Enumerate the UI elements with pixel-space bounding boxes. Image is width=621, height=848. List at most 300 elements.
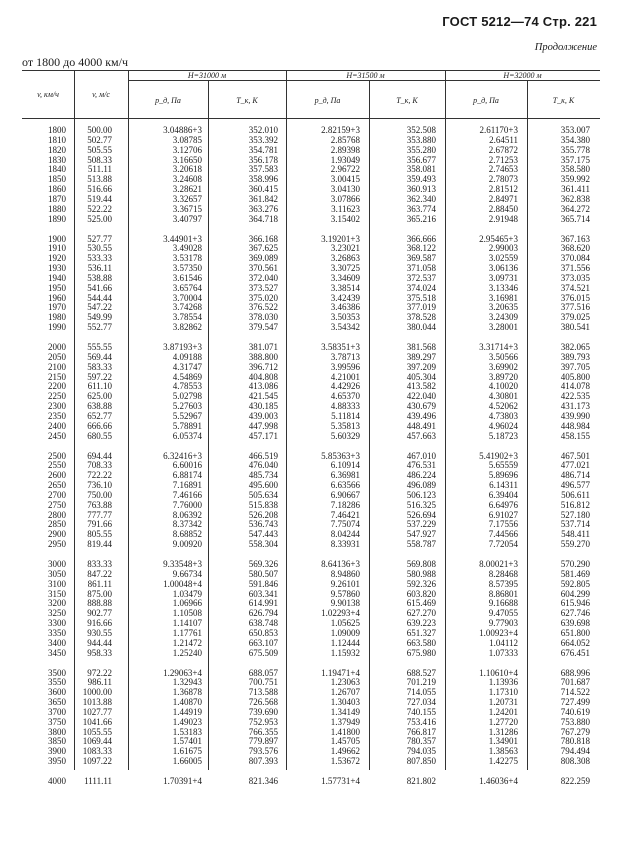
- table-cell: 8.57395: [488, 578, 518, 589]
- table-cell: 1.05625: [330, 618, 360, 629]
- table-cell: 6.05374: [172, 430, 202, 441]
- data-table: [22, 70, 600, 786]
- table-cell: 604.299: [560, 588, 590, 599]
- table-cell: 2.85768: [330, 134, 360, 145]
- table-cell: 525.00: [87, 213, 112, 224]
- page-header: ГОСТ 5212—74 Стр. 221: [442, 14, 597, 29]
- table-cell: 508.33: [87, 154, 112, 165]
- table-cell: 793.576: [248, 746, 278, 757]
- table-cell: 378.528: [406, 312, 436, 323]
- table-cell: 1.42275: [488, 756, 518, 767]
- speed-range-label: от 1800 до 4000 км/ч: [22, 55, 128, 69]
- table-cell: 592.805: [560, 578, 590, 589]
- table-cell: 380.044: [406, 322, 436, 333]
- table-cell: 847.22: [87, 568, 112, 579]
- table-cell: 547.443: [248, 529, 278, 540]
- table-cell: 2950: [48, 539, 66, 550]
- table-cell: 5.18723: [488, 430, 518, 441]
- table-cell: 448.984: [560, 420, 590, 431]
- table-cell: 3.58351+3: [321, 342, 360, 352]
- table-cell: 821.346: [248, 776, 278, 786]
- table-cell: 592.326: [406, 578, 436, 589]
- table-cell: 1890: [48, 213, 66, 224]
- table-cell: 680.55: [87, 430, 112, 441]
- table-cell: 1.46036+4: [479, 776, 518, 786]
- table-cell: 486.224: [406, 470, 436, 481]
- table-cell: 361.842: [248, 193, 278, 204]
- table-cell: 6.36981: [330, 470, 360, 481]
- table-cell: 3.11623: [331, 203, 360, 214]
- table-cell: 547.22: [87, 302, 112, 313]
- table-cell: 701.687: [560, 677, 590, 688]
- table-cell: 1810: [48, 134, 66, 145]
- table-cell: 639.223: [406, 618, 436, 629]
- table-cell: 354.781: [248, 144, 278, 155]
- table-cell: 753.416: [406, 716, 436, 727]
- table-cell: 2.67872: [488, 144, 518, 155]
- col-divider: [208, 80, 209, 770]
- table-cell: 3.65764: [172, 282, 202, 293]
- table-cell: 500.00: [87, 125, 112, 135]
- table-cell: 5.11814: [331, 410, 360, 421]
- table-cell: 352.010: [248, 125, 278, 135]
- table-cell: 916.66: [87, 618, 112, 629]
- table-cell: 8.00021+3: [479, 559, 518, 569]
- table-cell: 353.007: [560, 125, 590, 135]
- group-header-rule: [128, 80, 600, 81]
- table-cell: 1069.44: [82, 736, 112, 747]
- table-cell: 5.52967: [172, 410, 202, 421]
- table-cell: 439.990: [560, 410, 590, 421]
- table-cell: 6.39404: [488, 489, 518, 500]
- table-cell: 1.09009: [330, 627, 360, 638]
- table-cell: 6.10914: [330, 460, 360, 471]
- table-cell: 2.84971: [488, 193, 518, 204]
- table-cell: 3.87193+3: [163, 342, 202, 352]
- table-cell: 763.88: [87, 499, 112, 510]
- table-cell: 780.818: [560, 736, 590, 747]
- table-cell: 548.411: [561, 529, 590, 540]
- table-cell: 8.04244: [330, 529, 360, 540]
- table-cell: 2.99003: [488, 243, 518, 254]
- table-cell: 6.63566: [330, 480, 360, 491]
- table-cell: 3150: [48, 588, 66, 599]
- table-cell: 1111.11: [84, 776, 112, 786]
- table-cell: 4.65370: [330, 391, 360, 402]
- table-cell: 4.42926: [330, 381, 360, 392]
- table-cell: 651.327: [406, 627, 436, 638]
- table-cell: 3100: [48, 578, 66, 589]
- table-cell: 3350: [48, 627, 66, 638]
- table-cell: 1.26707: [330, 687, 360, 698]
- table-cell: 2.82159+3: [321, 125, 360, 135]
- table-cell: 2250: [48, 391, 66, 402]
- table-cell: 688.057: [248, 667, 278, 678]
- table-cell: 3.00415: [330, 174, 360, 185]
- table-cell: 6.90667: [330, 489, 360, 500]
- table-cell: 1820: [48, 144, 66, 155]
- table-cell: 944.44: [87, 637, 112, 648]
- table-cell: 2300: [48, 401, 66, 412]
- table-cell: 1950: [48, 282, 66, 293]
- table-cell: 1027.77: [82, 706, 112, 717]
- table-cell: 5.02798: [172, 391, 202, 402]
- table-cell: 467.010: [406, 450, 436, 461]
- table-cell: 3.23021: [330, 243, 360, 254]
- table-cell: 902.77: [87, 608, 112, 619]
- table-cell: 369.587: [406, 253, 436, 264]
- table-cell: 9.26101: [330, 578, 360, 589]
- table-cell: 615.946: [560, 598, 590, 609]
- table-cell: 580.507: [248, 568, 278, 579]
- table-cell: 958.33: [87, 647, 112, 658]
- table-cell: 2.64511: [489, 134, 518, 145]
- table-cell: 627.746: [560, 608, 590, 619]
- table-cell: 779.897: [248, 736, 278, 747]
- table-cell: 363.276: [248, 203, 278, 214]
- table-cell: 1.17761: [172, 627, 202, 638]
- table-cell: 1.41800: [330, 726, 360, 737]
- table-cell: 1.34149: [330, 706, 360, 717]
- table-cell: 2900: [48, 529, 66, 540]
- table-cell: 544.44: [87, 292, 112, 303]
- table-cell: 727.499: [560, 697, 590, 708]
- col-divider: [128, 70, 129, 770]
- table-cell: 396.712: [248, 361, 278, 372]
- table-cell: 537.229: [406, 519, 436, 530]
- table-cell: 372.537: [406, 272, 436, 283]
- table-cell: 422.535: [560, 391, 590, 402]
- table-cell: 750.00: [87, 489, 112, 500]
- table-cell: 752.953: [248, 716, 278, 727]
- table-cell: 2.81512: [488, 184, 518, 195]
- table-cell: 3.69902: [488, 361, 518, 372]
- table-cell: 740.619: [560, 706, 590, 717]
- table-cell: 766.817: [406, 726, 436, 737]
- table-cell: 3.30725: [330, 263, 360, 274]
- table-cell: 356.677: [406, 154, 436, 165]
- table-cell: 3.57350: [172, 263, 202, 274]
- table-cell: 3.12706: [172, 144, 202, 155]
- table-cell: 2.91948: [488, 213, 518, 224]
- table-cell: 359.493: [406, 174, 436, 185]
- table-cell: 1.21472: [172, 637, 202, 648]
- table-cell: 538.88: [87, 272, 112, 283]
- table-cell: 3.31714+3: [479, 342, 518, 352]
- table-cell: 1940: [48, 272, 66, 283]
- table-cell: 3850: [48, 736, 66, 747]
- table-cell: 3.50353: [330, 312, 360, 323]
- table-cell: 3950: [48, 756, 66, 767]
- table-cell: 516.66: [87, 184, 112, 195]
- table-cell: 364.718: [248, 213, 278, 224]
- table-cell: 506.123: [406, 489, 436, 500]
- table-cell: 1.24201: [488, 706, 518, 717]
- table-cell: 365.714: [560, 213, 590, 224]
- table-cell: 1910: [48, 243, 66, 254]
- table-cell: 3.50566: [488, 351, 518, 362]
- table-cell: 1.00048+4: [163, 578, 202, 589]
- table-cell: 1.49023: [172, 716, 202, 727]
- table-cell: 713.588: [248, 687, 278, 698]
- table-cell: 1930: [48, 263, 66, 274]
- table-cell: 1.57731+4: [321, 776, 360, 786]
- table-cell: 511.11: [87, 164, 112, 175]
- table-cell: 360.415: [248, 184, 278, 195]
- table-cell: 833.33: [87, 559, 112, 569]
- table-cell: 3400: [48, 637, 66, 648]
- table-cell: 377.019: [406, 302, 436, 313]
- table-cell: 377.516: [560, 302, 590, 313]
- table-cell: 364.272: [560, 203, 590, 214]
- table-cell: 358.081: [406, 164, 436, 175]
- table-cell: 1.66005: [172, 756, 202, 767]
- table-cell: 8.64136+3: [321, 559, 360, 569]
- table-cell: 5.60329: [330, 430, 360, 441]
- table-cell: 7.44566: [488, 529, 518, 540]
- table-cell: 430.185: [248, 401, 278, 412]
- table-cell: 477.021: [560, 460, 590, 471]
- table-cell: 372.040: [248, 272, 278, 283]
- table-cell: 1.32943: [172, 677, 202, 688]
- table-cell: 516.812: [560, 499, 590, 510]
- table-cell: 397.209: [406, 361, 436, 372]
- table-cell: 2500: [48, 450, 66, 461]
- table-cell: 3250: [48, 608, 66, 619]
- table-cell: 1920: [48, 253, 66, 264]
- table-cell: 1.02293+4: [321, 608, 360, 619]
- table-cell: 1.19471+4: [321, 667, 360, 678]
- table-cell: 356.178: [248, 154, 278, 165]
- table-cell: 355.778: [560, 144, 590, 155]
- table-cell: 611.10: [87, 381, 112, 392]
- table-cell: 6.60016: [172, 460, 202, 471]
- table-cell: 9.57860: [330, 588, 360, 599]
- table-cell: 780.357: [406, 736, 436, 747]
- table-cell: 536.11: [87, 263, 112, 274]
- table-cell: 3300: [48, 618, 66, 629]
- table-cell: 3200: [48, 598, 66, 609]
- col-header-pressure: p_д, Па: [314, 96, 341, 105]
- table-cell: 8.28468: [488, 568, 518, 579]
- table-cell: 7.72054: [488, 539, 518, 550]
- table-cell: 3.38514: [330, 282, 360, 293]
- table-cell: 986.11: [87, 677, 112, 688]
- table-cell: 1860: [48, 184, 66, 195]
- table-cell: 701.219: [406, 677, 436, 688]
- table-cell: 8.33931: [330, 539, 360, 550]
- table-cell: 580.988: [406, 568, 436, 579]
- table-cell: 558.787: [406, 539, 436, 550]
- table-cell: 3.89720: [488, 371, 518, 382]
- table-cell: 2100: [48, 361, 66, 372]
- table-cell: 7.17556: [488, 519, 518, 530]
- continuation-label: Продолжение: [534, 42, 597, 53]
- table-cell: 3900: [48, 746, 66, 757]
- table-cell: 496.577: [560, 480, 590, 491]
- table-cell: 389.793: [560, 351, 590, 362]
- table-cell: 739.690: [248, 706, 278, 717]
- table-cell: 603.341: [248, 588, 278, 599]
- table-cell: 3.34609: [330, 272, 360, 283]
- table-cell: 6.88174: [172, 470, 202, 481]
- table-cell: 369.089: [248, 253, 278, 264]
- table-cell: 352.508: [406, 125, 436, 135]
- table-cell: 740.155: [406, 706, 436, 717]
- header-bottom-rule: [22, 118, 600, 119]
- table-cell: 651.800: [560, 627, 590, 638]
- table-cell: 581.469: [560, 568, 590, 579]
- table-cell: 502.77: [87, 134, 112, 145]
- table-cell: 457.171: [248, 430, 278, 441]
- table-cell: 370.561: [248, 263, 278, 274]
- table-cell: 821.802: [406, 776, 436, 786]
- table-cell: 381.568: [406, 342, 436, 352]
- table-cell: 3.61546: [172, 272, 202, 283]
- table-cell: 3.24309: [488, 312, 518, 323]
- table-cell: 530.55: [87, 243, 112, 254]
- table-cell: 2550: [48, 460, 66, 471]
- table-cell: 1.57401: [172, 736, 202, 747]
- table-cell: 2.71253: [488, 154, 518, 165]
- table-cell: 3.54342: [330, 322, 360, 333]
- table-cell: 2000: [48, 342, 66, 352]
- table-cell: 361.411: [561, 184, 590, 195]
- table-cell: 513.88: [87, 174, 112, 185]
- table-cell: 2800: [48, 509, 66, 520]
- table-cell: 3.20618: [172, 164, 202, 175]
- table-cell: 485.734: [248, 470, 278, 481]
- table-cell: 700.751: [248, 677, 278, 688]
- table-cell: 439.003: [248, 410, 278, 421]
- table-cell: 3.15402: [330, 213, 360, 224]
- table-cell: 766.355: [248, 726, 278, 737]
- table-cell: 1013.88: [82, 697, 112, 708]
- table-cell: 2450: [48, 430, 66, 441]
- table-cell: 1960: [48, 292, 66, 303]
- table-cell: 375.020: [248, 292, 278, 303]
- table-cell: 555.55: [87, 342, 112, 352]
- table-cell: 1900: [48, 233, 66, 244]
- table-cell: 6.14311: [489, 480, 518, 491]
- col-divider: [369, 80, 370, 770]
- table-cell: 559.270: [560, 539, 590, 550]
- table-cell: 366.168: [248, 233, 278, 244]
- table-cell: 688.527: [406, 667, 436, 678]
- table-cell: 376.015: [560, 292, 590, 303]
- table-cell: 536.743: [248, 519, 278, 530]
- table-cell: 3000: [48, 559, 66, 569]
- table-cell: 1.20731: [488, 697, 518, 708]
- table-cell: 1.07333: [488, 647, 518, 658]
- table-cell: 972.22: [87, 667, 112, 678]
- table-cell: 3750: [48, 716, 66, 727]
- table-cell: 4.30801: [488, 391, 518, 402]
- table-cell: 1.27720: [488, 716, 518, 727]
- table-cell: 1.06966: [172, 598, 202, 609]
- table-cell: 431.173: [560, 401, 590, 412]
- table-cell: 6.32416+3: [163, 450, 202, 461]
- table-cell: 627.270: [406, 608, 436, 619]
- table-cell: 3700: [48, 706, 66, 717]
- table-cell: 1.17310: [488, 687, 518, 698]
- table-cell: 1980: [48, 312, 66, 323]
- table-cell: 357.175: [560, 154, 590, 165]
- table-cell: 2850: [48, 519, 66, 530]
- col-header-temperature: T_к, К: [552, 96, 575, 105]
- table-cell: 4.09188: [172, 351, 202, 362]
- table-cell: 688.996: [560, 667, 590, 678]
- table-cell: 1.40870: [172, 697, 202, 708]
- table-cell: 1.53183: [172, 726, 202, 737]
- table-cell: 3.44901+3: [163, 233, 202, 244]
- table-cell: 4.10020: [488, 381, 518, 392]
- col-header-v-ms: v, м/с: [92, 90, 110, 99]
- table-cell: 4.31747: [172, 361, 202, 372]
- table-cell: 526.208: [248, 509, 278, 520]
- table-cell: 2050: [48, 351, 66, 362]
- table-cell: 3.13346: [488, 282, 518, 293]
- table-cell: 3.04886+3: [163, 125, 202, 135]
- table-cell: 3650: [48, 697, 66, 708]
- table-cell: 552.77: [87, 322, 112, 333]
- table-cell: 6.64976: [488, 499, 518, 510]
- table-cell: 2.89398: [330, 144, 360, 155]
- table-cell: 422.040: [406, 391, 436, 402]
- table-cell: 603.820: [406, 588, 436, 599]
- table-cell: 3.49028: [172, 243, 202, 254]
- table-cell: 3.99596: [330, 361, 360, 372]
- table-cell: 676.451: [560, 647, 590, 658]
- table-cell: 458.155: [560, 430, 590, 441]
- table-cell: 405.304: [406, 371, 436, 382]
- table-cell: 6.91027: [488, 509, 518, 520]
- table-cell: 638.88: [87, 401, 112, 412]
- table-cell: 3.42439: [330, 292, 360, 303]
- table-cell: 9.16688: [488, 598, 518, 609]
- table-cell: 597.22: [87, 371, 112, 382]
- table-cell: 4.96024: [488, 420, 518, 431]
- table-cell: 2.95465+3: [479, 233, 518, 244]
- table-cell: 533.33: [87, 253, 112, 264]
- table-cell: 2200: [48, 381, 66, 392]
- table-cell: 5.35813: [330, 420, 360, 431]
- group-header-31500: H=31500 м: [346, 71, 385, 80]
- table-cell: 430.679: [406, 401, 436, 412]
- table-cell: 537.714: [560, 519, 590, 530]
- table-cell: 527.77: [87, 233, 112, 244]
- table-cell: 362.838: [560, 193, 590, 204]
- table-cell: 3.78713: [330, 351, 360, 362]
- table-cell: 1041.66: [82, 716, 112, 727]
- table-cell: 1.03479: [172, 588, 202, 599]
- col-header-pressure: p_д, Па: [473, 96, 499, 105]
- table-cell: 3.28001: [488, 322, 518, 333]
- table-cell: 375.518: [406, 292, 436, 303]
- table-cell: 363.774: [406, 203, 436, 214]
- table-cell: 3.09731: [488, 272, 518, 283]
- table-cell: 1.23063: [330, 677, 360, 688]
- table-cell: 822.259: [560, 776, 590, 786]
- table-cell: 726.568: [248, 697, 278, 708]
- table-cell: 373.035: [560, 272, 590, 283]
- table-cell: 365.216: [406, 213, 436, 224]
- table-cell: 362.340: [406, 193, 436, 204]
- table-cell: 1000.00: [82, 687, 112, 698]
- table-cell: 413.582: [406, 381, 436, 392]
- table-cell: 5.85363+3: [321, 450, 360, 461]
- table-cell: 516.325: [406, 499, 436, 510]
